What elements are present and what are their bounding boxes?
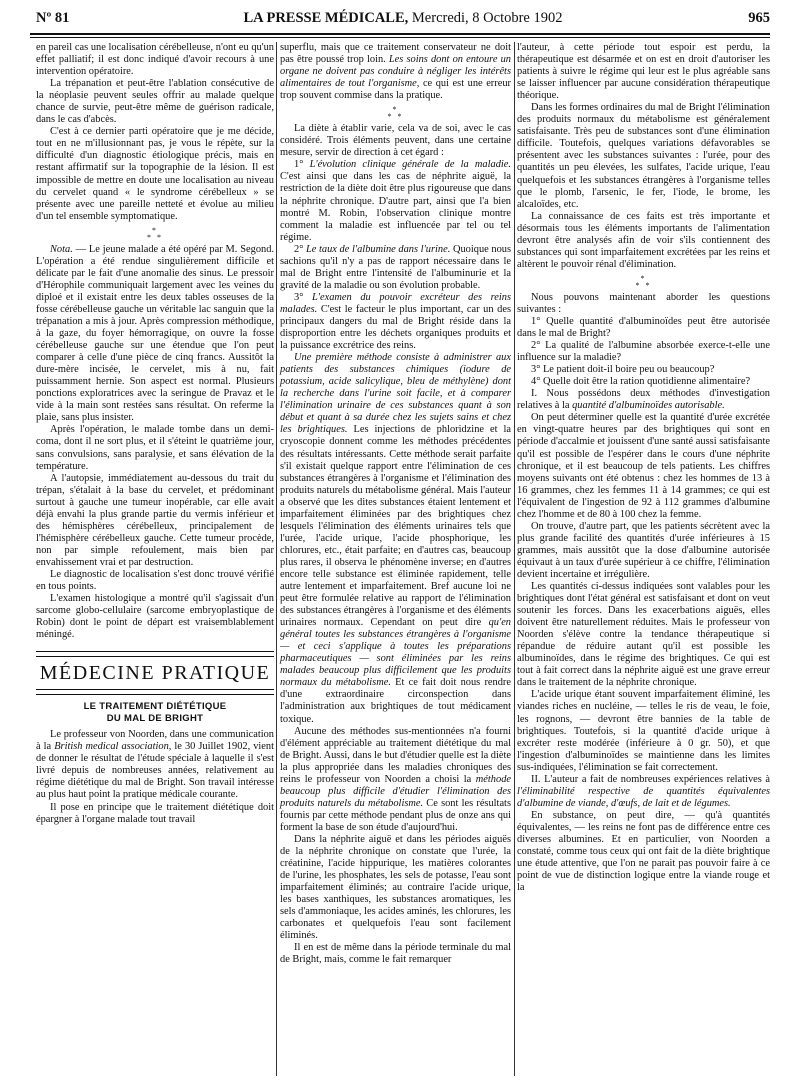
text-run: I. Nous possédons deux méthodes d'investigation relatives à la [517, 388, 770, 412]
paragraph: A l'autopsie, immédiatement au-dessous du trait du trépan, s'étalait à la base du cervelet, et prédominant surtout à gauche une tumeur inopérable, car elle avait déjà envahi la plus grande partie du vermis inférieur et des hémisphères cérébelleux, principalement de l'hémisphère cérébelleux gauche. Cette tumeur procède, non par simple refoulement, mais bien par envahissement vrai et par destruction. [36, 472, 274, 568]
masthead [36, 10, 770, 27]
note-paragraph [36, 244, 274, 425]
text-run: Les injections de phloridzine et la cryoscopie donnent comme les méthodes précédentes des résultats intéressants. Cette méthode serait parfaite s'il existait quelque rapport entre l'élimination de ces substances étrangères à l'organisme et l'élimination des produits naturels du métabolisme général. Mais l'auteur a observé que les dites substances étaient lentement et imparfaitement éliminées par des brightiques chez lesquels l'élimination des éléments urinaires tels que l'urée, l'acide urique, l'acide phosphorique, les chlorures, etc., était parfaite; en d'autres cas, beaucoup plus rares, il observa le phénomène inverse; en d'autres encore telle substance est éliminée rapidement, telle autre lentement et imparfaitement. Bref aucune loi ne peut être formulée relative au rapport de l'élimination des substances étrangères à l'organisme et des éléments urinaires normaux. Cependant on peut dire [280, 424, 511, 629]
paragraph: Il en est de même dans la période terminale du mal de Bright, mais, comme le fait remarquer [280, 942, 511, 966]
text-run: Et ce fait doit nous rendre d'une extraordinaire circonspection dans l'administration aux brightiques de tout médicament toxique. [280, 677, 511, 725]
paragraph [36, 729, 274, 801]
asterism: * * * [147, 225, 163, 242]
text-run: 2° [294, 243, 306, 255]
paragraph [280, 352, 511, 725]
text-run: 1° [294, 159, 310, 171]
paragraph [280, 244, 511, 292]
issue-number: Nº 81 [36, 10, 70, 26]
paragraph: Les quantités ci-dessus indiquées sont valables pour les brightiques dont l'état général est satisfaisant et dont on veut soutenir les forces. Dans les exacerbations aiguës, elles doivent être naturellement réduites. Mais le professeur von Noorden s'élève contre la tendance thérapeutique si répandue de réduire autant qu'il est possible les albuminoïdes, dans le régime des brightiques. Ce qui est tout à fait correct dans la néphrite aiguë est une grave erreur dans le traitement de la néphrite chronique. [517, 581, 770, 689]
italic-run: British medical association [54, 741, 169, 753]
text-run: C'est le facteur le plus important, car un des principaux dangers du mal de Bright réside dans la disproportion entre les déchets organiques produits et la puissance excrétrice des reins. [280, 303, 511, 352]
section-banner [36, 651, 274, 695]
journal-title: LA PRESSE MÉDICALE, [243, 10, 409, 26]
text-run: Quoique nous sachions qu'il n'y a pas de rapport nécessaire dans le mal de Bright entre l'intensité de l'albuminurie et la gravité de la maladie ou son évolution probable. [280, 243, 512, 291]
asterism: * * * [635, 273, 652, 290]
article-heading-line-1: LE TRAITEMENT DIÉTÉTIQUE [83, 701, 227, 713]
italic-run: quantité d'albuminoïdes autorisable. [572, 400, 725, 412]
header-rule [30, 33, 770, 35]
paragraph: L'examen histologique a montré qu'il s'agissait d'un sarcome globo-cellulaire (sarcome embryoplastique de Robin) dont le point de départ est vraisemblablement méningé. [36, 593, 274, 641]
paragraph: Après l'opération, le malade tombe dans un demi-coma, dont il ne sort plus, et il s'éteint le quatrième jour, sans convulsions, sans paralysie, et sans élévation de la température. [36, 424, 274, 472]
paragraph: Dans la néphrite aiguë et dans les périodes aiguës de la néphrite chronique on constate que l'urée, la créatinine, l'acide hippurique, les matières colorantes de l'urine, les phosphates, les sels de potasse, l'eau sont imparfaitement éliminés; au contraire l'acide urique, les bases xanthiques, les substances aromatiques, les sels d'ammoniaque, les acides aminés, les chlorures, les carbonates et quelquefois l'eau sont facilement éliminés. [280, 834, 511, 942]
italic-run: Une première méthode consiste à administrer aux patients des substances chimiques (iodure de potassium, acide salicylique, bleu de méthylène) dont la recherche dans l'urine soit facile, et à comparer l'élimination urinaire de ces substances quant à son début et quant à sa durée chez les sujets sains et chez les brightiques. [280, 352, 511, 436]
article-heading-line-2: DU MAL DE BRIGHT [106, 713, 204, 725]
paragraph [517, 388, 770, 412]
paragraph [280, 292, 511, 352]
paragraph: Nous pouvons maintenant aborder les questions suivantes : [517, 291, 770, 315]
text-run: Aucune des méthodes sus-mentionnées n'a fourni d'élément appréciable au traitement diététique du mal de Bright. Aussi, dans le but d'étudier quelle est la diète la plus appropriée dans les maladies chroniques des reins le professeur von Noorden a choisi la [280, 725, 511, 785]
paragraph: La trépanation et peut-être l'ablation consécutive de la néoplasie peuvent seules offrir au malade quelque chance de survie, peut-être même de guérison radicale, dans le cas d'abcès. [36, 78, 274, 126]
note-label: Nota. [50, 243, 73, 255]
italic-run: L'examen du pouvoir excréteur des reins malades. [280, 291, 511, 315]
text-run: Le professeur von Noorden, dans une communication à la [36, 729, 274, 753]
paragraph: On peut déterminer quelle est la quantité d'urée excrétée en vingt-quatre heures par des brightiques qui sont en période d'accalmie et jouissent d'une santé aussi satisfaisante qu'il est possible de l'espérer dans le cours d'une néphrite chronique, et il est beaucoup de tels patients. Les chiffres moyens suivants ont été obtenus : chez les hommes de 13 à 16 grammes, chez les femmes 11 à 14 grammes; ce qui est l'équivalent de l'ingestion de 92 à 112 grammes d'albumine chez l'homme et de 80 à 100 chez la femme. [517, 412, 770, 520]
asterism: * * * [387, 105, 404, 122]
text-run: C'est ainsi que dans les cas de néphrite aiguë, la restriction de la diète doit être plus rigoureuse que dans la néphrite chronique. D'autre part, ainsi que l'a bien montré M. Robin, l'observation clinique montre comment la maladie est influencée par tel ou tel régime. [280, 171, 511, 243]
italic-run: L'évolution clinique générale de la maladie. [309, 159, 511, 171]
paragraph [280, 726, 511, 834]
text-run: , le 30 Juillet 1902, vient de donner le résultat de l'étude spéciale à laquelle il s'est livré depuis de nombreuses années, relativement au régime diététique du mal de Bright. Son travail intéresse au plus haut point la pratique médicale courante. [36, 741, 274, 801]
text-run: Ce sont les résultats fournis par cette méthode pendant plus de onze ans qui forment la base de son étude d'aujourd'hui. [280, 797, 511, 833]
column-divider [514, 42, 515, 1076]
italic-run: Les soins dont on entoure un organe ne doivent pas conduire à négliger les intérêts alimentaires de tout l'organisme, [280, 54, 511, 90]
section-title: MÉDECINE PRATIQUE [36, 656, 274, 690]
text-run: ce qui est une erreur trop souvent commise dans la pratique. [280, 78, 511, 102]
paragraph: Le diagnostic de localisation s'est donc trouvé vérifié en tous points. [36, 568, 274, 593]
paragraph [517, 774, 770, 810]
article-heading [36, 701, 274, 725]
page-header [36, 10, 770, 30]
text-run: superflu, mais que ce traitement conservateur ne doit pas être poussé trop loin. [280, 42, 511, 66]
paragraph: La connaissance de ces faits est très importante et désormais tous les éléments importants de l'alimentation devront être analysés afin de voir s'ils contiennent des substances qui sont imparfaitement excrétées par les reins et altèrent le pouvoir rénal d'élimination. [517, 210, 770, 270]
paragraph [280, 42, 511, 102]
paragraph: C'est à ce dernier parti opératoire que je me décide, tout en ne m'illusionnant pas, je vous le répète, sur la difficulté d'un diagnostic étiologique précis, mais en restant affirmatif sur la topographie de la lésion. Il est impossible de mettre en doute une localisation au niveau du cervelet quand « le syndrome cérébelleux » se présente avec une pareille netteté et évolue au milieu d'un tel ensemble symptomatique. [36, 126, 274, 222]
text-run: II. L'auteur a fait de nombreuses expériences relatives à [531, 773, 770, 785]
question-item: 1° Quelle quantité d'albuminoïdes peut être autorisée dans le mal de Bright? [517, 315, 770, 340]
italic-run: qu'en général toutes les substances étrangères à l'organisme — et ceci s'applique à toutes les préparations pharmaceutiques — sont éliminées par les reins malades beaucoup plus difficilement que les produits normaux du métabolisme. [280, 617, 511, 689]
italic-run: Le taux de l'albumine dans l'urine. [306, 243, 451, 255]
paragraph [280, 159, 511, 243]
question-item: 4° Quelle doit être la ration quotidienne alimentaire? [531, 376, 751, 388]
paragraph: On trouve, d'autre part, que les patients sécrètent avec la plus grande facilité des quantités d'urée inférieures à 15 grammes, mais aussitôt que la dose d'albumine autorisée équivaut à un taux d'urée supérieur à ce chiffre, l'élimination devient incertaine et irrégulière. [517, 520, 770, 580]
text-run: 3° [294, 291, 312, 303]
paragraph: en pareil cas une localisation cérébelleuse, n'ont eu qu'un effet palliatif; il est donc indiqué d'avoir recours à une intervention opératoire. [36, 42, 274, 78]
column-1 [36, 42, 274, 826]
italic-run: l'éliminabilité respective de quantités équivalentes d'albumine de viande, d'œufs, de lait et de légumes. [517, 785, 770, 809]
paragraph: En substance, on peut dire, — qu'à quantités équivalentes, — les reins ne font pas de différence entre ces diverses albumines. Et en particulier, von Noorden a constaté, comme tous ceux qui ont fait de la diète brightique une étude attentive, que l'on ne parait pas pouvoir faire à ce point de vue de distinction logique entre la viande rouge et la [517, 809, 770, 894]
issue-date: Mercredi, 8 Octobre 1902 [411, 10, 563, 26]
paragraph: L'acide urique étant souvent imparfaitement éliminé, les viandes riches en nucléine, — telles le ris de veau, le foie, les rognons, — devront être bannies de la table de brightiques. Toutefois, si la quantité d'acide urique à excréter reste modérée (inférieure à 0 gr. 50), et que l'ingestion d'albuminoïdes se maintienne dans les limites sus-indiquées, l'élimination se fait correctement. [517, 689, 770, 773]
paragraph: l'auteur, à cette période tout espoir est perdu, la thérapeutique est désarmée et on est en droit d'autoriser les patients à suivre le régime qui leur est le plus agréable sans se laisser influencer par aucune considération thérapeutique théorique. [517, 42, 770, 102]
paragraph: La diète à établir varie, cela va de soi, avec le cas considéré. Trois éléments peuvent, dans une certaine mesure, servir de direction à cet égard : [280, 123, 511, 159]
paragraph: Il pose en principe que le traitement diététique doit épargner à l'organe malade tout travail [36, 801, 274, 825]
page-number: 965 [748, 10, 770, 26]
header-rule-thin [30, 37, 770, 38]
column-3 [517, 42, 770, 894]
column-2 [280, 42, 511, 967]
note-text: — Le jeune malade a été opéré par M. Segond. L'opération a été rendue singulièrement difficile et délicate par le fait d'une anomalie des sinus. Le pressoir d'Hérophile communiquait largement avec les veines du diploé et il existait entre les deux tables osseuses de la fosse cérébelleuse gauche un véritable lac sanguin que la trépanation a mis à jour. Après compression méthodique, à la gaze, du foyer hémorragique, on ouvre la fosse cérébelleuse gauche sur une étendue que l'on peut comparer à celle d'une pièce de cinq francs. Aussitôt la dure-mère incisée, le cervelet, mis à nu, fait puissamment hernie. Son aspect est normal. Plusieurs ponctions exploratrices avec la seringue de Pravaz et le vide à la main sont restées sans résultat. On referme la plaie, sans plus insister. [36, 243, 274, 424]
question-item: 2° La qualité de l'albumine absorbée exerce-t-elle une influence sur la maladie? [517, 340, 770, 364]
column-divider [276, 42, 277, 1076]
italic-run: méthode beaucoup plus difficile d'étudier l'élimination des produits naturels du métabolisme. [280, 773, 511, 809]
paragraph: Dans les formes ordinaires du mal de Bright l'élimination des produits normaux du métabolisme est généralement satisfaisante. Très peu de substances sont d'une élimination difficile. Toutefois, quelques variations défavorables se présentent avec les substances suivantes : l'urée, pour des quantités un peu élevées, les sulfates, l'acide urique, l'eau quelquefois et les substances étrangères à l'organisme telles que le plomb, l'arsenic, le fer, l'iode, le brome, les alcaloïdes, etc. [517, 102, 770, 210]
question-item: 3° Le patient doit-il boire peu ou beaucoup? [531, 364, 715, 376]
